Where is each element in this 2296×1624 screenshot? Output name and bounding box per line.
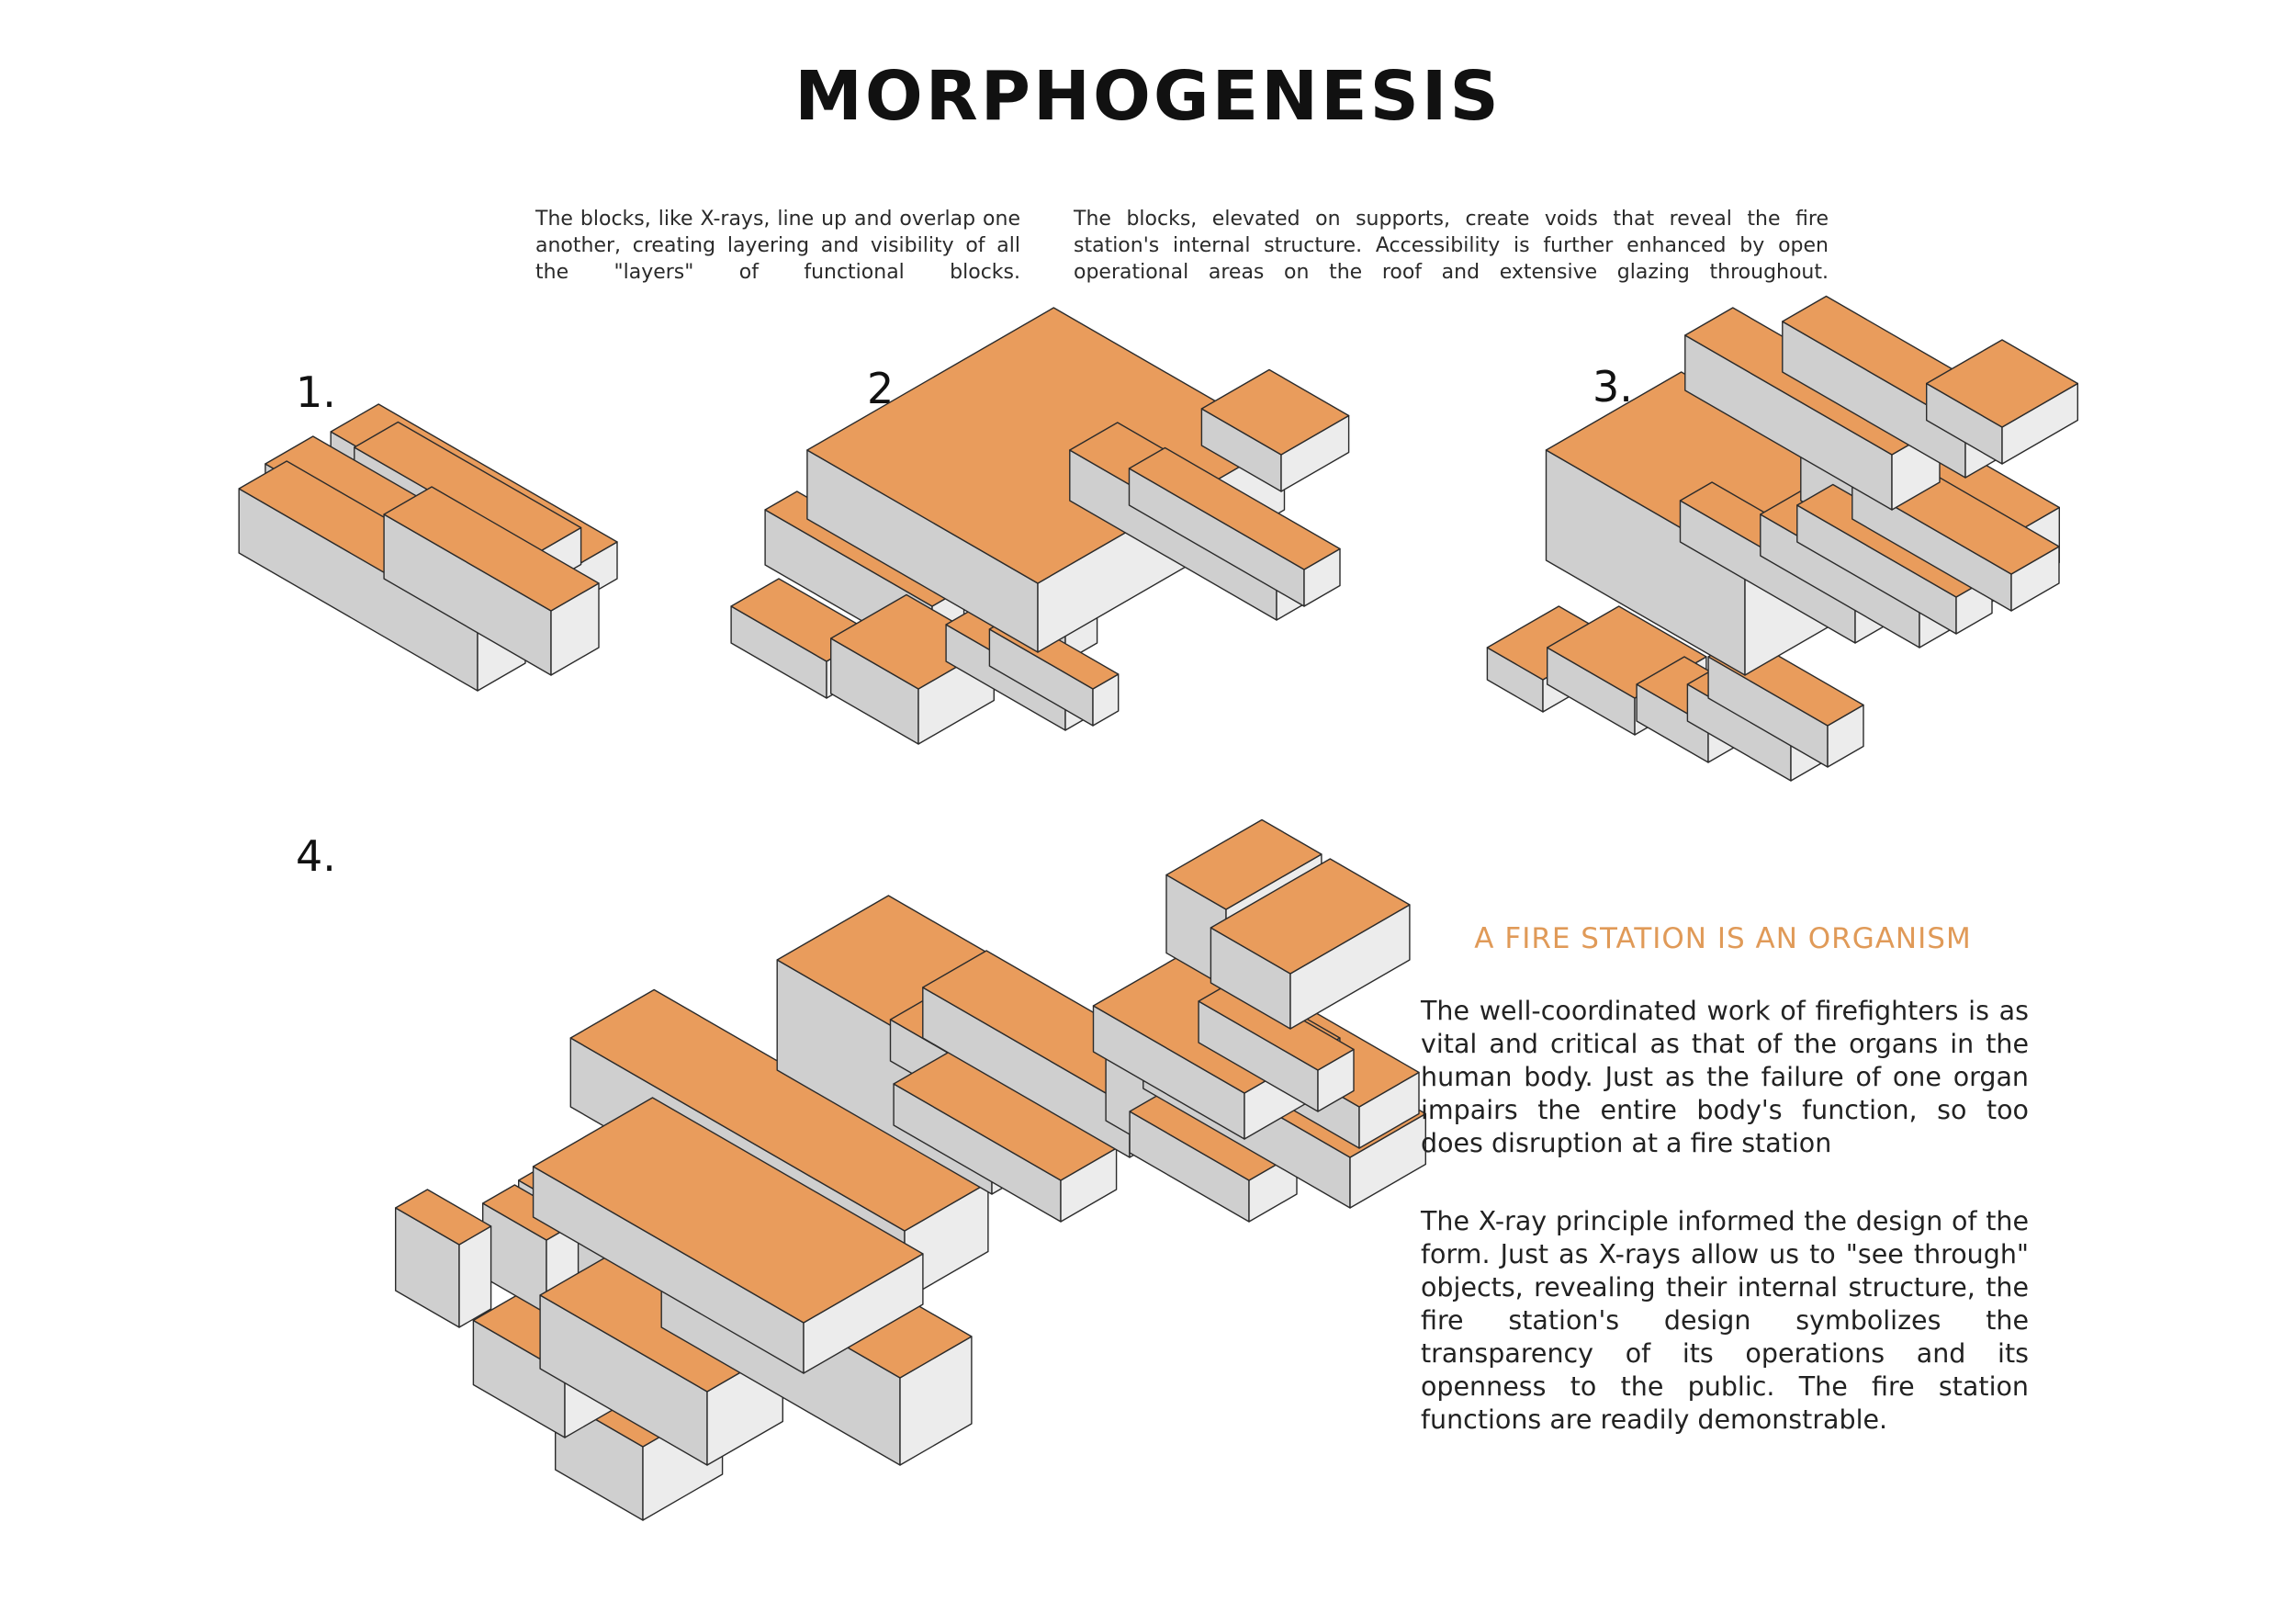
step-number-2: 2.	[867, 364, 907, 413]
organism-paragraph-2: The X-ray principle informed the design of the form. Just as X-rays allow us to "see through" objects, revealing their internal structure, the fire station's design symbolizes the transparency of its operations and its openness to the public. The fire station functions are readily demonstrable.	[1421, 1206, 2029, 1435]
step-number-3: 3.	[1593, 362, 1633, 412]
stage-2-blocks	[731, 308, 1349, 744]
step-number-4: 4.	[296, 831, 336, 881]
stage-3-blocks	[1487, 297, 2077, 782]
intro-text-right: The blocks, elevated on supports, create voids that reveal the fire station's internal structure. Accessibility is further enhanced by open operational areas on the roof and extensive glazing throughout.	[1074, 208, 1829, 284]
organism-paragraph-1: The well-coordinated work of firefighters is as vital and critical as that of the organs in the human body. Just as the failure of one organ impairs the entire body's function, so too does disruption at a fire station	[1421, 996, 2029, 1158]
page-title: MORPHOGENESIS	[794, 57, 1502, 136]
organism-heading: A FIRE STATION IS AN ORGANISM	[1474, 922, 1972, 955]
intro-text-left: The blocks, like X-rays, line up and overlap one another, creating layering and visibility of all the "layers" of functional blocks.	[535, 208, 1020, 284]
stage-1-blocks	[239, 404, 617, 691]
stage-4-blocks	[396, 820, 1426, 1521]
step-number-1: 1.	[296, 367, 336, 417]
